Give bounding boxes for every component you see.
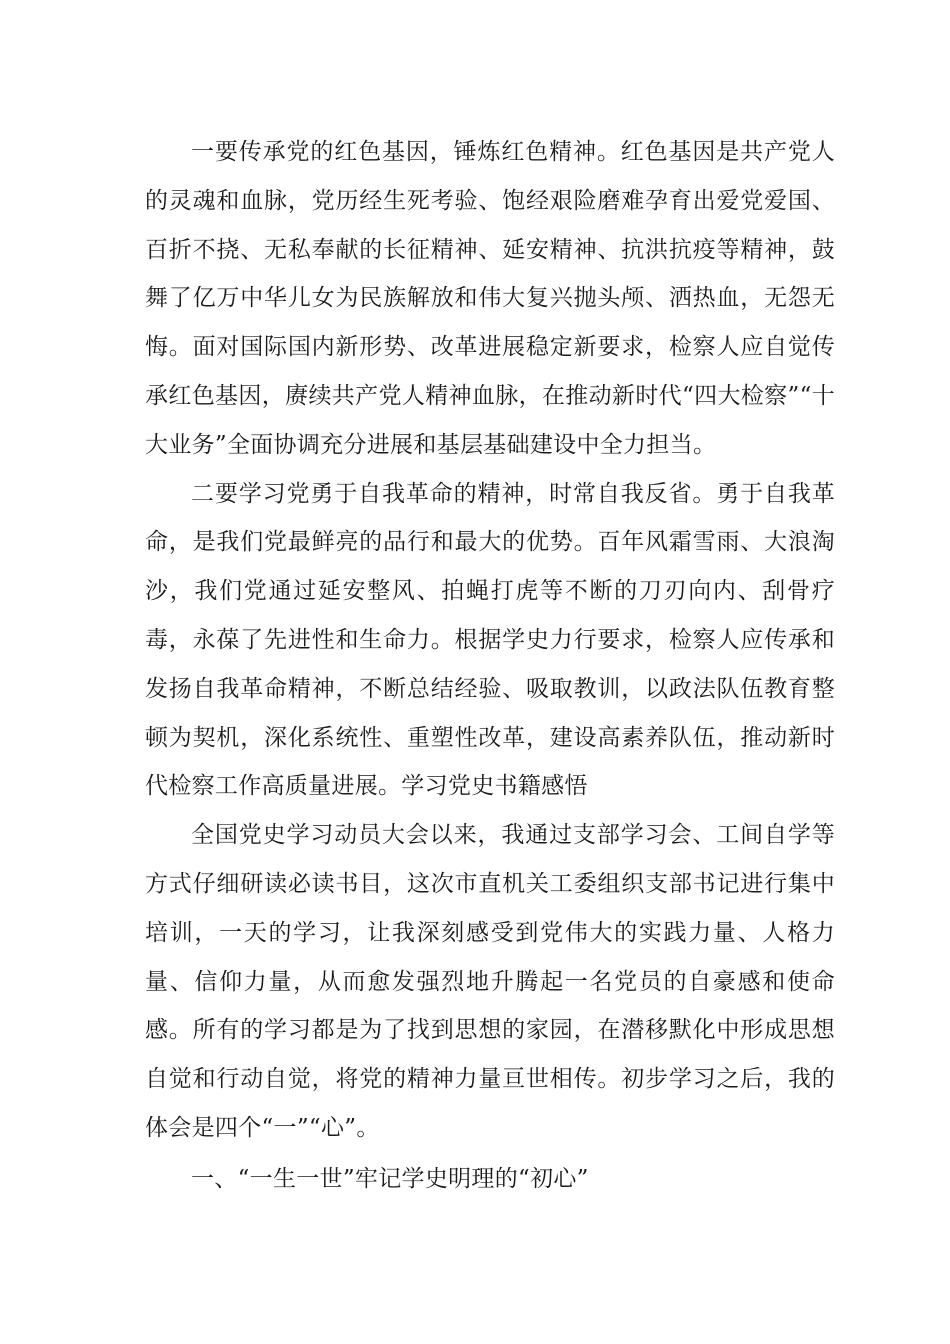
paragraph-study-reflection: 全国党史学习动员大会以来，我通过支部学习会、工间自学等方式仔细研读必读书目，这次市直机关工委组织支部书记进行集中培训，一天的学习，让我深刻感受到党伟大的实践力量、人格力量、信仰力量，从而愈发强烈地升腾起一名党员的自豪感和使命感。所有的学习都是为了找到思想的家园，在潜移默化中形成思想自觉和行动自觉，将党的精神力量亘世相传。初步学习之后，我的体会是四个“一”“心”。 [145, 822, 835, 1141]
paragraph-red-gene: 一要传承党的红色基因，锤炼红色精神。红色基因是共产党人的灵魂和血脉，党历经生死考验、饱经艰险磨难孕育出爱党爱国、百折不挠、无私奉献的长征精神、延安精神、抗洪抗疫等精神，鼓舞了亿万中华儿女为民族解放和伟大复兴抛头颅、洒热血，无怨无悔。面对国际国内新形势、改革进展稳定新要求，检察人应自觉传承红色基因，赓续共产党人精神血脉，在推动新时代“四大检察”“十大业务”全面协调充分进展和基层基础建设中全力担当。 [145, 139, 835, 458]
section-heading-one: 一、“一生一世”牢记学史明理的“初心” [191, 1165, 589, 1192]
paragraph-self-revolution: 二要学习党勇于自我革命的精神，时常自我反省。勇于自我革命，是我们党最鲜亮的品行和最大的优势。百年风霜雪雨、大浪淘沙，我们党通过延安整风、拍蝇打虎等不断的刀刃向内、刮骨疗毒，永葆了先进性和生命力。根据学史力行要求，检察人应传承和发扬自我革命精神，不断总结经验、吸取教训，以政法队伍教育整顿为契机，深化系统性、重塑性改革，建设高素养队伍，推动新时代检察工作高质量进展。学习党史书籍感悟 [145, 480, 835, 800]
document-body [145, 128, 835, 1204]
